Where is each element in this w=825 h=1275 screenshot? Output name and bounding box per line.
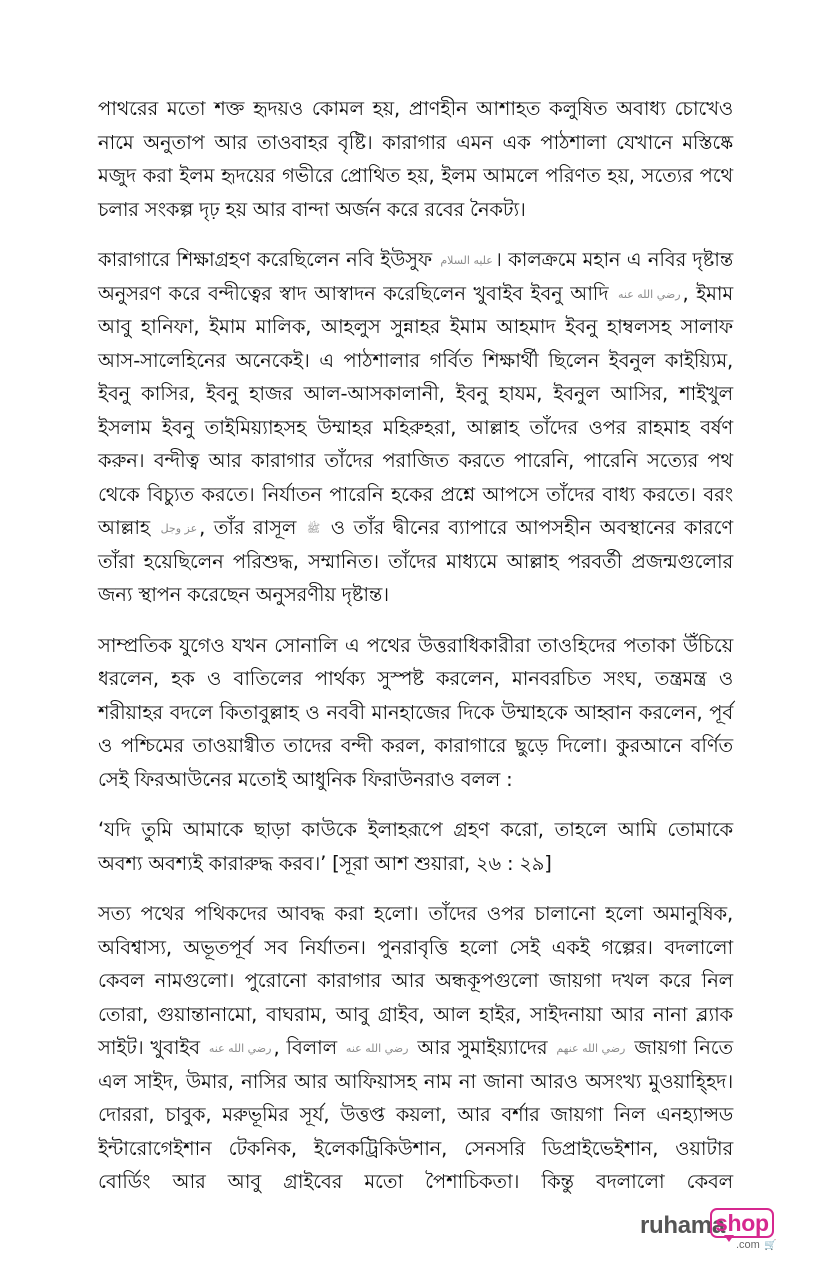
paragraph-text: সত্য পথের পথিকদের আবদ্ধ করা হলো। তাঁদের ওপর চালানো হলো অমানুষিক, অবিশ্বাস্য, অভূতপূর্ব সব নির্যাতন। পুনরাবৃত্তি হলো সেই একই গল্পের। বদলালো কেবল নামগুলো। পুরোনো কারাগার আর অন্ধকূপগুলো জায়গা দখল করে নিল তোরা, গুয়ান্তানামো, বাঘরাম, আবু গ্রাইব, আল হাইর, সাইদনায়া আর নানা ব্ল্যাক সাইট। খুবাইব xyxy=(98,902,733,1059)
shopping-cart-icon: 🛒 xyxy=(764,1240,777,1251)
paragraph-1 xyxy=(98,92,733,226)
paragraph-text: , তাঁর রাসূল xyxy=(199,516,305,539)
paragraph-2 xyxy=(98,243,733,612)
paragraph-text: , বিলাল xyxy=(273,1036,344,1059)
ruhamashop-watermark-logo xyxy=(640,1208,790,1258)
paragraph-text: , ইমাম আবু হানিফা, ইমাম মালিক, আহলুস সুন্নাহর ইমাম আহমাদ ইবনু হাম্বলসহ সালাফ আস-সালেহিনের অনেকেই। এ পাঠশালার গর্বিত শিক্ষার্থী ছিলেন ইবনুল কাইয়্যিম, ইবনু কাসির, ইবনু হাজর আল-আসকালানী, ইবনু হাযম, ইবনুল আসির, শাইখুল ইসলাম ইবনু তাইমিয়্যাহসহ উম্মাহর মহিরুহরা, আল্লাহ তাঁদের ওপর রাহমাহ বর্ষণ করুন। বন্দীত্ব আর কারাগার তাঁদের পরাজিত করতে পারেনি, পারেনি সত্যের পথ থেকে বিচ্যুত করতে। নির্যাতন পারেনি হকের প্রশ্নে আপসে তাঁদের বাধ্য করতে। বরং আল্লাহ xyxy=(98,281,733,539)
paragraph-text: । কালক্রমে মহান এ নবির দৃষ্টান্ত অনুসরণ করে বন্দীত্বের স্বাদ আস্বাদন করেছিলেন খুবাইব ইবনু আদি xyxy=(98,248,733,305)
quran-quote xyxy=(98,813,733,880)
honorific-radiallahu-anhu-icon: رضي الله عنه xyxy=(345,1042,409,1055)
honorific-azza-wa-jal-icon: عز وجل xyxy=(160,522,198,535)
paragraph-text: সাম্প্রতিক যুগেও যখন সোনালি এ পথের উত্তরাধিকারীরা তাওহিদের পতাকা উঁচিয়ে ধরলেন, হক ও বাতিলের পার্থক্য সুস্পষ্ট করলেন, মানবরচিত সংঘ, তন্ত্রমন্ত্র ও শরীয়াহর বদলে কিতাবুল্লাহ ও নববী মানহাজের দিকে উম্মাহকে আহ্বান করলেন, পূর্ব ও পশ্চিমের তাওয়াগ্বীত তাদের বন্দী করল, কারাগারে ছুড়ে দিলো। কুরআনে বর্ণিত সেই ফিরআউনের মতোই আধুনিক ফিরাউনরাও বলল : xyxy=(98,633,733,791)
logo-domain-suffix: .com xyxy=(736,1239,760,1251)
paragraph-text: জায়গা নিতে এল সাইদ, উমার, নাসির আর আফিয়াসহ নাম না জানা আরও অসংখ্য মুওয়াহ্হিদ। দোররা, চাবুক, মরুভূমির সূর্য, উত্তপ্ত কয়লা, আর বর্শার জায়গা নিল এনহ্যান্সড ইন্টারোগেইশান টেকনিক, ইলেকট্রিকিউশান, সেনসরি ডিপ্রাইভেইশান, ওয়াটার বোর্ডিং আর আবু গ্রাইবের মতো পৈশাচিকতা। কিন্তু বদলালো কেবল xyxy=(98,1036,733,1193)
paragraph-text: কারাগারে শিক্ষাগ্রহণ করেছিলেন নবি ইউসুফ xyxy=(98,248,439,271)
paragraph-3 xyxy=(98,629,733,797)
book-page xyxy=(98,92,733,1216)
logo-brand-right: shop xyxy=(715,1210,769,1236)
honorific-radiallahu-anhum-icon: رضي الله عنهم xyxy=(556,1042,626,1055)
paragraph-text: আর সুমাইয়্যাদের xyxy=(410,1036,555,1059)
honorific-radiallahu-anhu-icon: رضي الله عنه xyxy=(617,287,681,301)
quote-text: ‘যদি তুমি আমাকে ছাড়া কাউকে ইলাহরূপে গ্রহণ করো, তাহলে আমি তোমাকে অবশ্য অবশ্যই কারারুদ্ধ করব।’ [সূরা আশ শুয়ারা, ২৬ : ২৯] xyxy=(98,818,733,875)
logo-brand-left: ruhama xyxy=(640,1212,725,1239)
paragraph-5 xyxy=(98,897,733,1199)
paragraph-text: পাথরের মতো শক্ত হৃদয়ও কোমল হয়, প্রাণহীন আশাহত কলুষিত অবাধ্য চোখেও নামে অনুতাপ আর তাওবাহর বৃষ্টি। কারাগার এমন এক পাঠশালা যেখানে মস্তিষ্কে মজুদ করা ইলম হৃদয়ের গভীরে প্রোথিত হয়, ইলম আমলে পরিণত হয়, সত্যের পথে চলার সংকল্প দৃঢ় হয় আর বান্দা অর্জন করে রবের নৈকট্য। xyxy=(98,97,733,221)
honorific-sallallahu-alaihi-wasallam-icon: ﷺ xyxy=(306,522,321,535)
paragraph-text: ও তাঁর দ্বীনের ব্যাপারে আপসহীন অবস্থানের কারণে তাঁরা হয়েছিলেন পরিশুদ্ধ, সম্মানিত। তাঁদের মাধ্যমে আল্লাহ পরবর্তী প্রজন্মগুলোর জন্য স্থাপন করেছেন অনুসরণীয় দৃষ্টান্ত। xyxy=(98,516,733,606)
honorific-radiallahu-anhu-icon: رضي الله عنه xyxy=(208,1042,272,1055)
honorific-alaihis-salam-icon: عليه السلام xyxy=(440,254,493,267)
